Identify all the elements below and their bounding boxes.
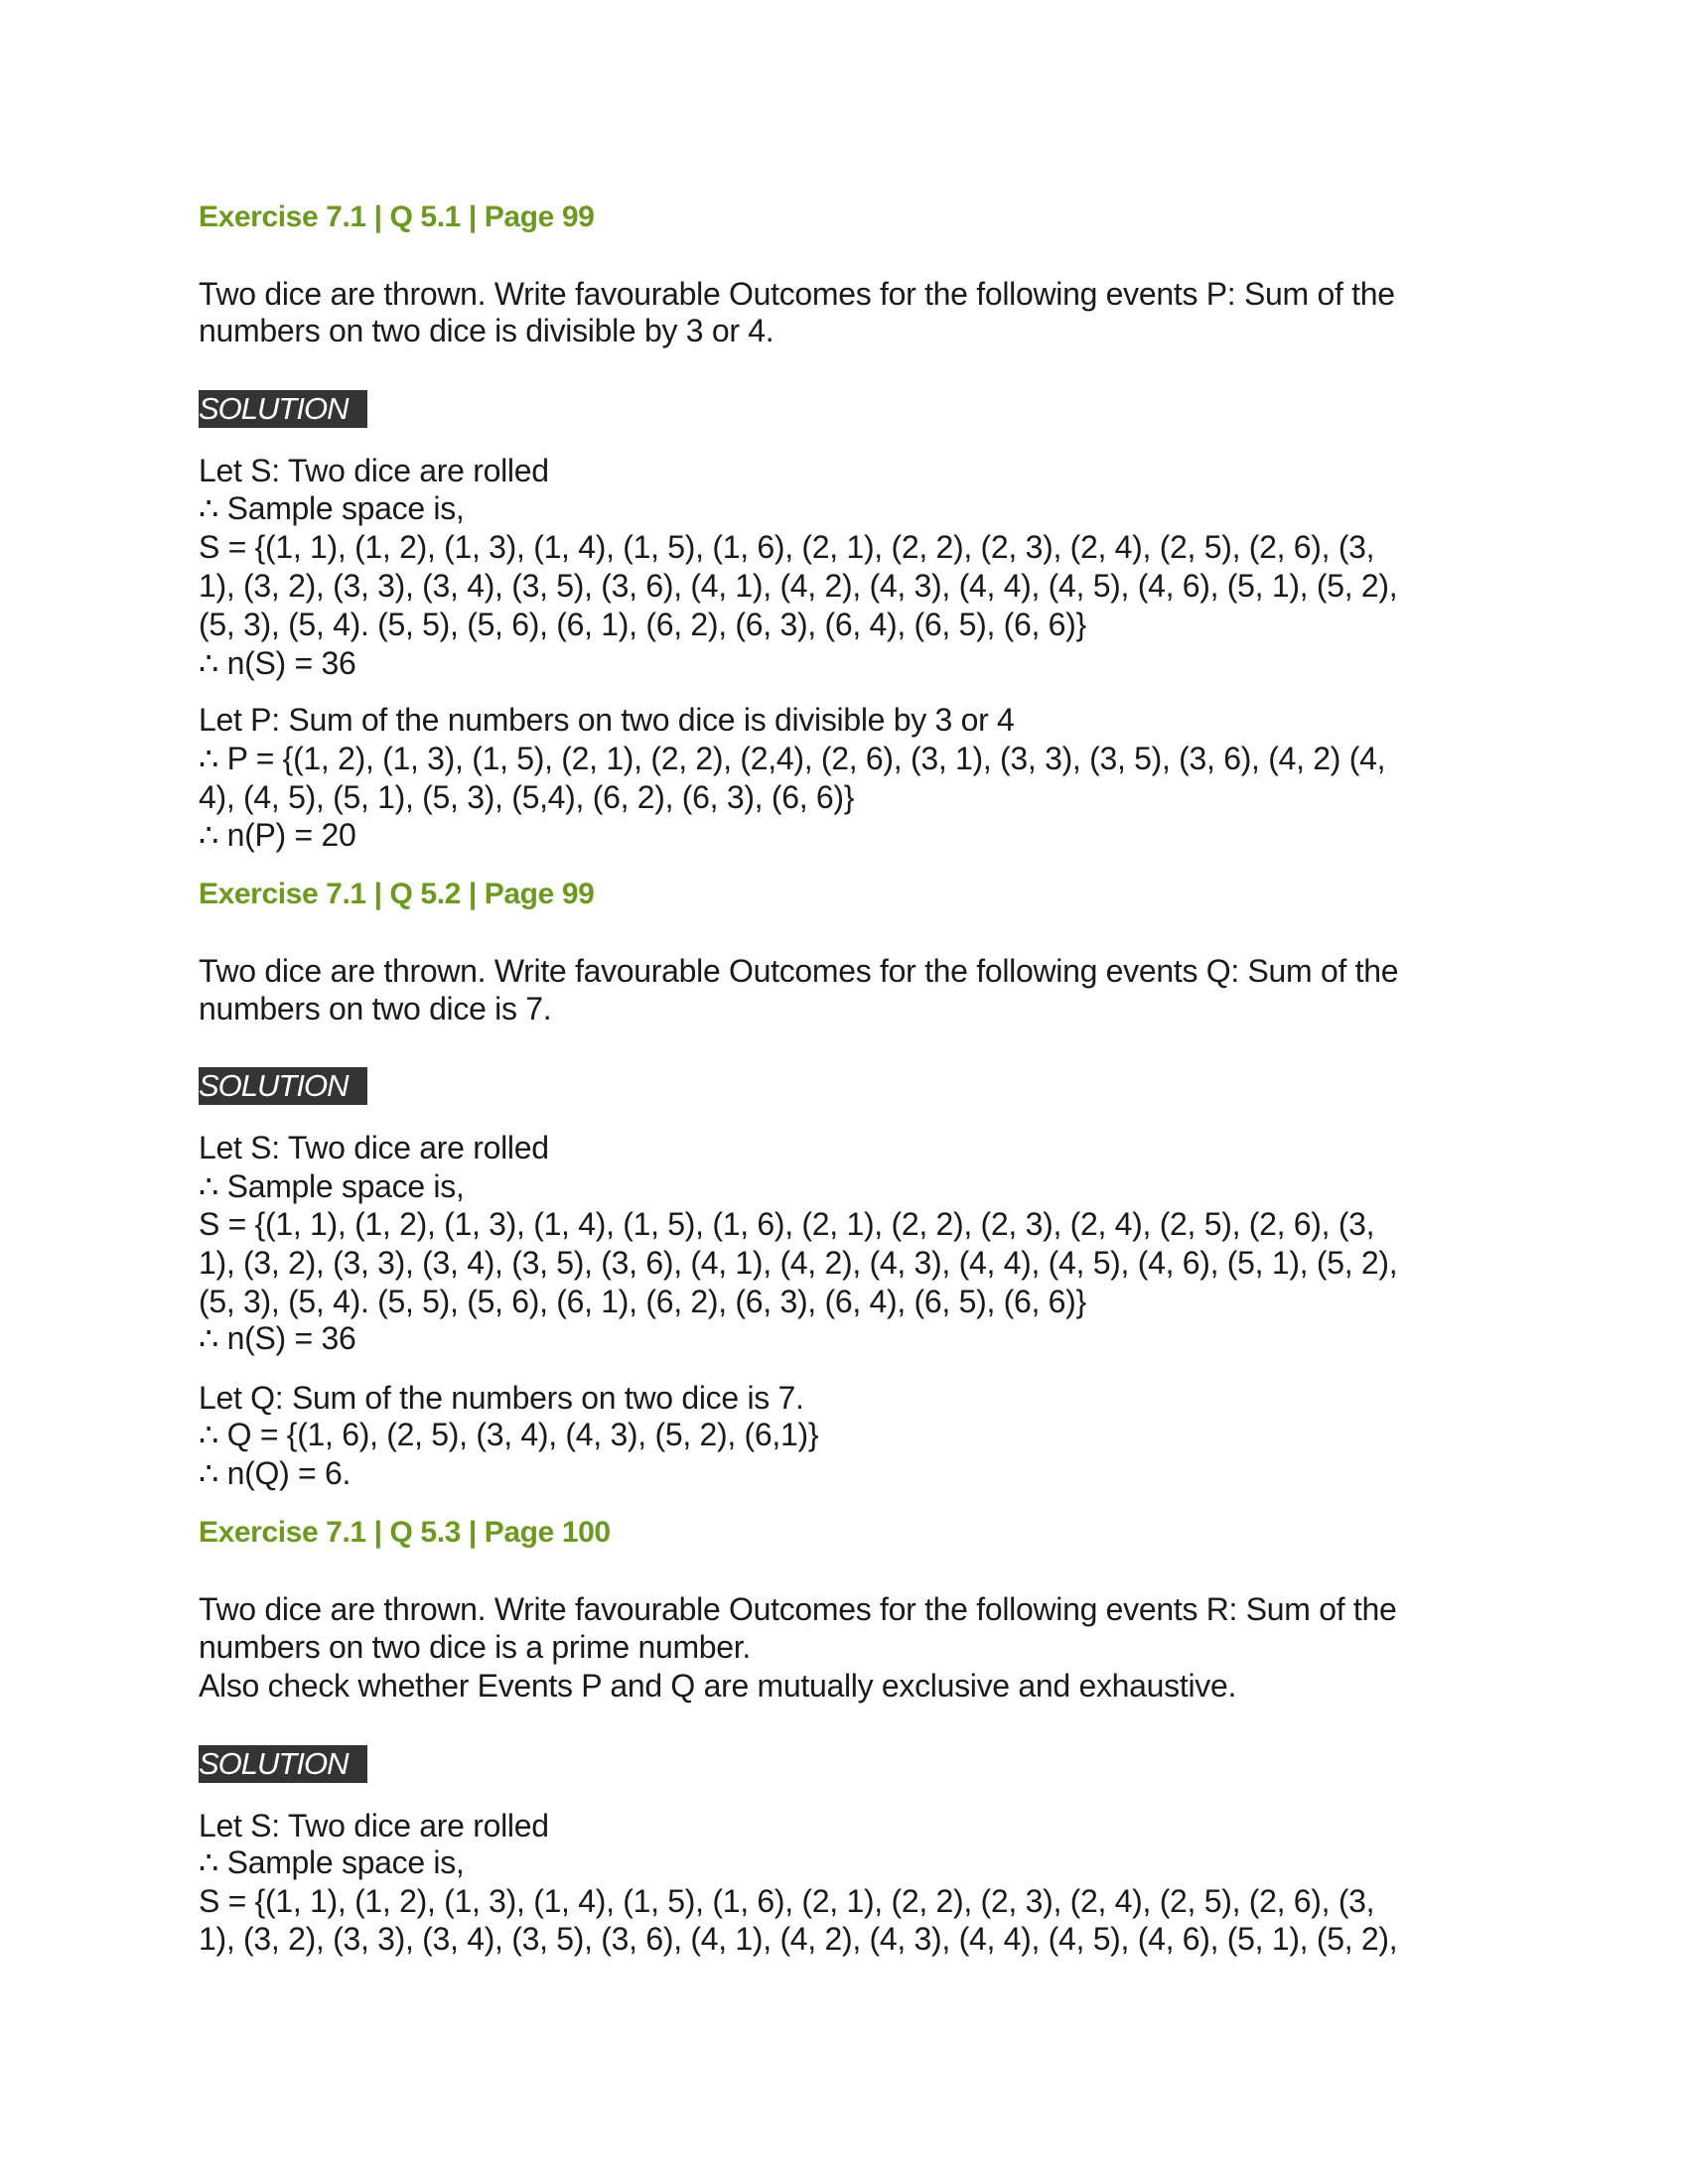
solution-line: Let S: Two dice are rolled bbox=[199, 1130, 549, 1165]
solution-line: S = {(1, 1), (1, 2), (1, 3), (1, 4), (1, 5), (1, 6), (2, 1), (2, 2), (2, 3), (2, 4), (2, 5), (2, 6), (3, bbox=[199, 1206, 1375, 1242]
question-line: numbers on two dice is a prime number. bbox=[199, 1629, 751, 1665]
solution-line: Let Q: Sum of the numbers on two dice is 7. bbox=[199, 1380, 804, 1416]
question-line: Two dice are thrown. Write favourable Outcomes for the following events P: Sum of the bbox=[199, 276, 1395, 312]
solution-line: ∴ Q = {(1, 6), (2, 5), (3, 4), (4, 3), (5, 2), (6,1)} bbox=[199, 1417, 819, 1452]
solution-label: SOLUTION bbox=[199, 1745, 367, 1783]
solution-line: 1), (3, 2), (3, 3), (3, 4), (3, 5), (3, 6), (4, 1), (4, 2), (4, 3), (4, 4), (4, 5), (4, 6), (5, 1), (5, 2), bbox=[199, 1245, 1398, 1281]
solution-line: Let S: Two dice are rolled bbox=[199, 453, 549, 488]
solution-line: Let P: Sum of the numbers on two dice is divisible by 3 or 4 bbox=[199, 702, 1015, 738]
question-line: Two dice are thrown. Write favourable Outcomes for the following events R: Sum of the bbox=[199, 1591, 1397, 1627]
exercise-heading: Exercise 7.1 | Q 5.1 | Page 99 bbox=[199, 201, 595, 233]
solution-line: ∴ Sample space is, bbox=[199, 1844, 465, 1880]
solution-line: (5, 3), (5, 4). (5, 5), (5, 6), (6, 1), (6, 2), (6, 3), (6, 4), (6, 5), (6, 6)} bbox=[199, 607, 1086, 642]
exercise-heading: Exercise 7.1 | Q 5.2 | Page 99 bbox=[199, 878, 595, 910]
solution-line: 4), (4, 5), (5, 1), (5, 3), (5,4), (6, 2), (6, 3), (6, 6)} bbox=[199, 779, 855, 815]
solution-line: S = {(1, 1), (1, 2), (1, 3), (1, 4), (1, 5), (1, 6), (2, 1), (2, 2), (2, 3), (2, 4), (2, 5), (2, 6), (3, bbox=[199, 1883, 1375, 1919]
solution-label: SOLUTION bbox=[199, 1067, 367, 1105]
solution-line: ∴ n(S) = 36 bbox=[199, 645, 356, 681]
solution-line: ∴ Sample space is, bbox=[199, 1168, 465, 1204]
question-line: Two dice are thrown. Write favourable Outcomes for the following events Q: Sum of the bbox=[199, 953, 1399, 989]
solution-line: ∴ Sample space is, bbox=[199, 490, 465, 526]
solution-line: S = {(1, 1), (1, 2), (1, 3), (1, 4), (1, 5), (1, 6), (2, 1), (2, 2), (2, 3), (2, 4), (2, 5), (2, 6), (3, bbox=[199, 529, 1375, 565]
solution-line: Let S: Two dice are rolled bbox=[199, 1808, 549, 1843]
solution-line: ∴ P = {(1, 2), (1, 3), (1, 5), (2, 1), (2, 2), (2,4), (2, 6), (3, 1), (3, 3), (3, 5), (3, 6), (4, 2) (4, bbox=[199, 741, 1386, 776]
solution-line: ∴ n(P) = 20 bbox=[199, 817, 356, 853]
question-line: numbers on two dice is divisible by 3 or 4. bbox=[199, 313, 774, 348]
exercise-heading: Exercise 7.1 | Q 5.3 | Page 100 bbox=[199, 1516, 611, 1549]
solution-line: ∴ n(Q) = 6. bbox=[199, 1455, 352, 1491]
solution-line: 1), (3, 2), (3, 3), (3, 4), (3, 5), (3, 6), (4, 1), (4, 2), (4, 3), (4, 4), (4, 5), (4, 6), (5, 1), (5, 2), bbox=[199, 568, 1398, 604]
solution-line: ∴ n(S) = 36 bbox=[199, 1320, 356, 1356]
solution-line: (5, 3), (5, 4). (5, 5), (5, 6), (6, 1), (6, 2), (6, 3), (6, 4), (6, 5), (6, 6)} bbox=[199, 1284, 1086, 1319]
question-line: numbers on two dice is 7. bbox=[199, 991, 552, 1026]
solution-line: 1), (3, 2), (3, 3), (3, 4), (3, 5), (3, 6), (4, 1), (4, 2), (4, 3), (4, 4), (4, 5), (4, 6), (5, 1), (5, 2), bbox=[199, 1921, 1398, 1957]
solution-label: SOLUTION bbox=[199, 390, 367, 428]
question-line: Also check whether Events P and Q are mutually exclusive and exhaustive. bbox=[199, 1668, 1237, 1704]
